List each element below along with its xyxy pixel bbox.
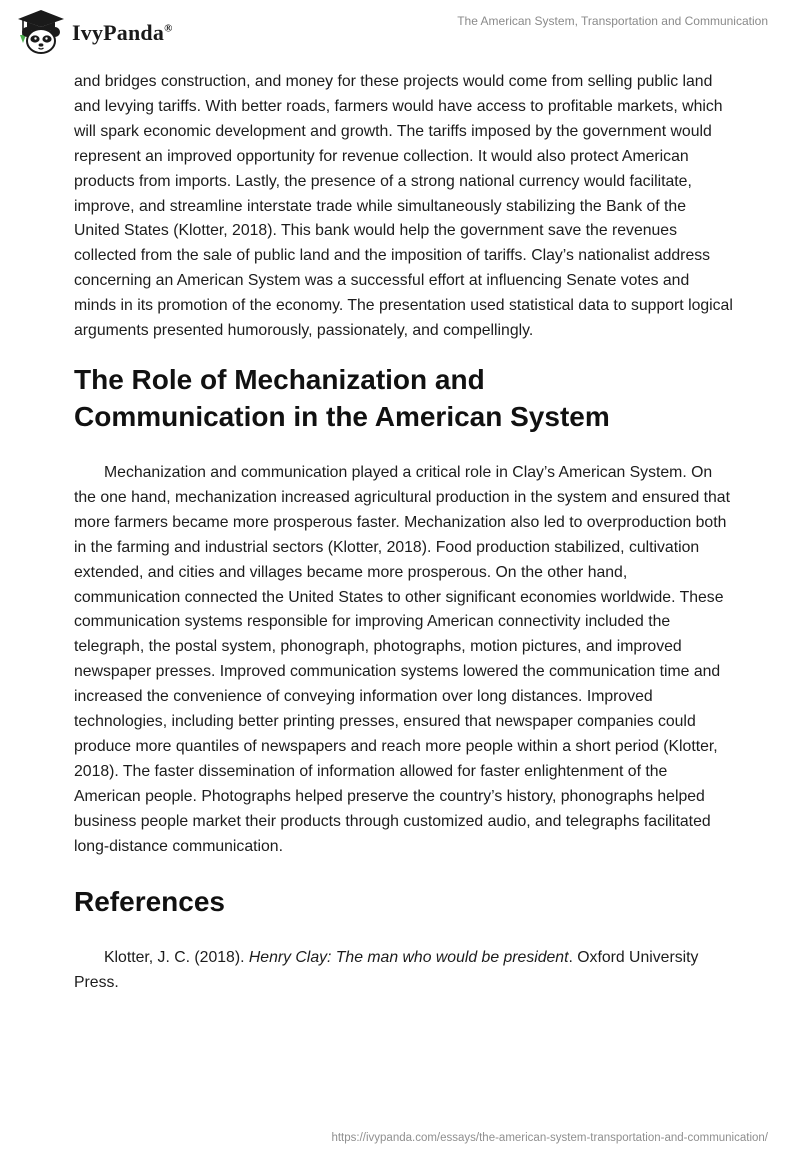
intro-paragraph: and bridges construction, and money for these projects would come from selling public land and levying tariffs. With better roads, farmers would have access to profitable markets, which will spark economic development and growth. The tariffs imposed by the government would represent an improved opportunity for revenue collection. It would also protect American products from imports. Lastly, the presence of a strong national currency would facilitate, improve, and streamline interstate trade while simultaneously stabilizing the Bank of the United States (Klotter, 2018). This bank would help the government save the revenues collected from the sale of public land and the imposition of tariffs. Clay’s nationalist address concerning an American System was a successful effort at influencing Senate votes and minds in its promotion of the economy. The presentation used statistical data to support logical arguments presented humorously, passionately, and compellingly. — [74, 73, 733, 340]
essay-content — [74, 70, 734, 996]
section-heading-role — [74, 361, 734, 435]
ivypanda-logo[interactable] — [12, 8, 173, 56]
panda-graduate-icon — [12, 8, 70, 56]
running-title: The American System, Transportation and Communication — [457, 14, 768, 28]
reference-title: Henry Clay: The man who would be president — [248, 949, 569, 967]
page-header — [0, 0, 800, 70]
footer-url[interactable]: https://ivypanda.com/essays/the-american-system-transportation-and-communication/ — [331, 1132, 768, 1144]
section-heading-role-line2: Communication in the American System — [74, 400, 610, 432]
logo-wordmark: IvyPanda® — [72, 20, 173, 45]
reference-author: Klotter, J. C. (2018). — [104, 949, 249, 967]
role-paragraph: Mechanization and communication played a critical role in Clay’s American System. On the one hand, mechanization increased agricultural production in the system and ensured that more farmers became more prosperous faster. Mechanization also led to overproduction both in the farming and industrial sectors (Klotter, 2018). Food production stabilized, cultivation extended, and cities and villages became more prosperous. On the other hand, communication connected the United States to other significant economies worldwide. These communication systems responsible for improving American connectivity included the telegraph, the postal system, phonograph, photographs, motion pictures, and improved newspaper presses. Improved communication systems lowered the communication time and increased the convenience of conveying information over long distances. Improved technologies, including better printing presses, ensured that newspaper companies could produce more quantiles of newspapers and reach more people within a short period (Klotter, 2018). The faster dissemination of information allowed for faster enlightenment of the American people. Photographs helped preserve the country’s history, phonographs helped business people market their products through customized audio, and telegraphs facilitated long-distance communication. — [74, 463, 730, 855]
references-heading: References — [74, 886, 225, 918]
reference-entry — [74, 946, 734, 996]
section-heading-role-line1: The Role of Mechanization and — [74, 363, 485, 395]
reference-publisher: . Oxford University Press. — [74, 949, 699, 992]
